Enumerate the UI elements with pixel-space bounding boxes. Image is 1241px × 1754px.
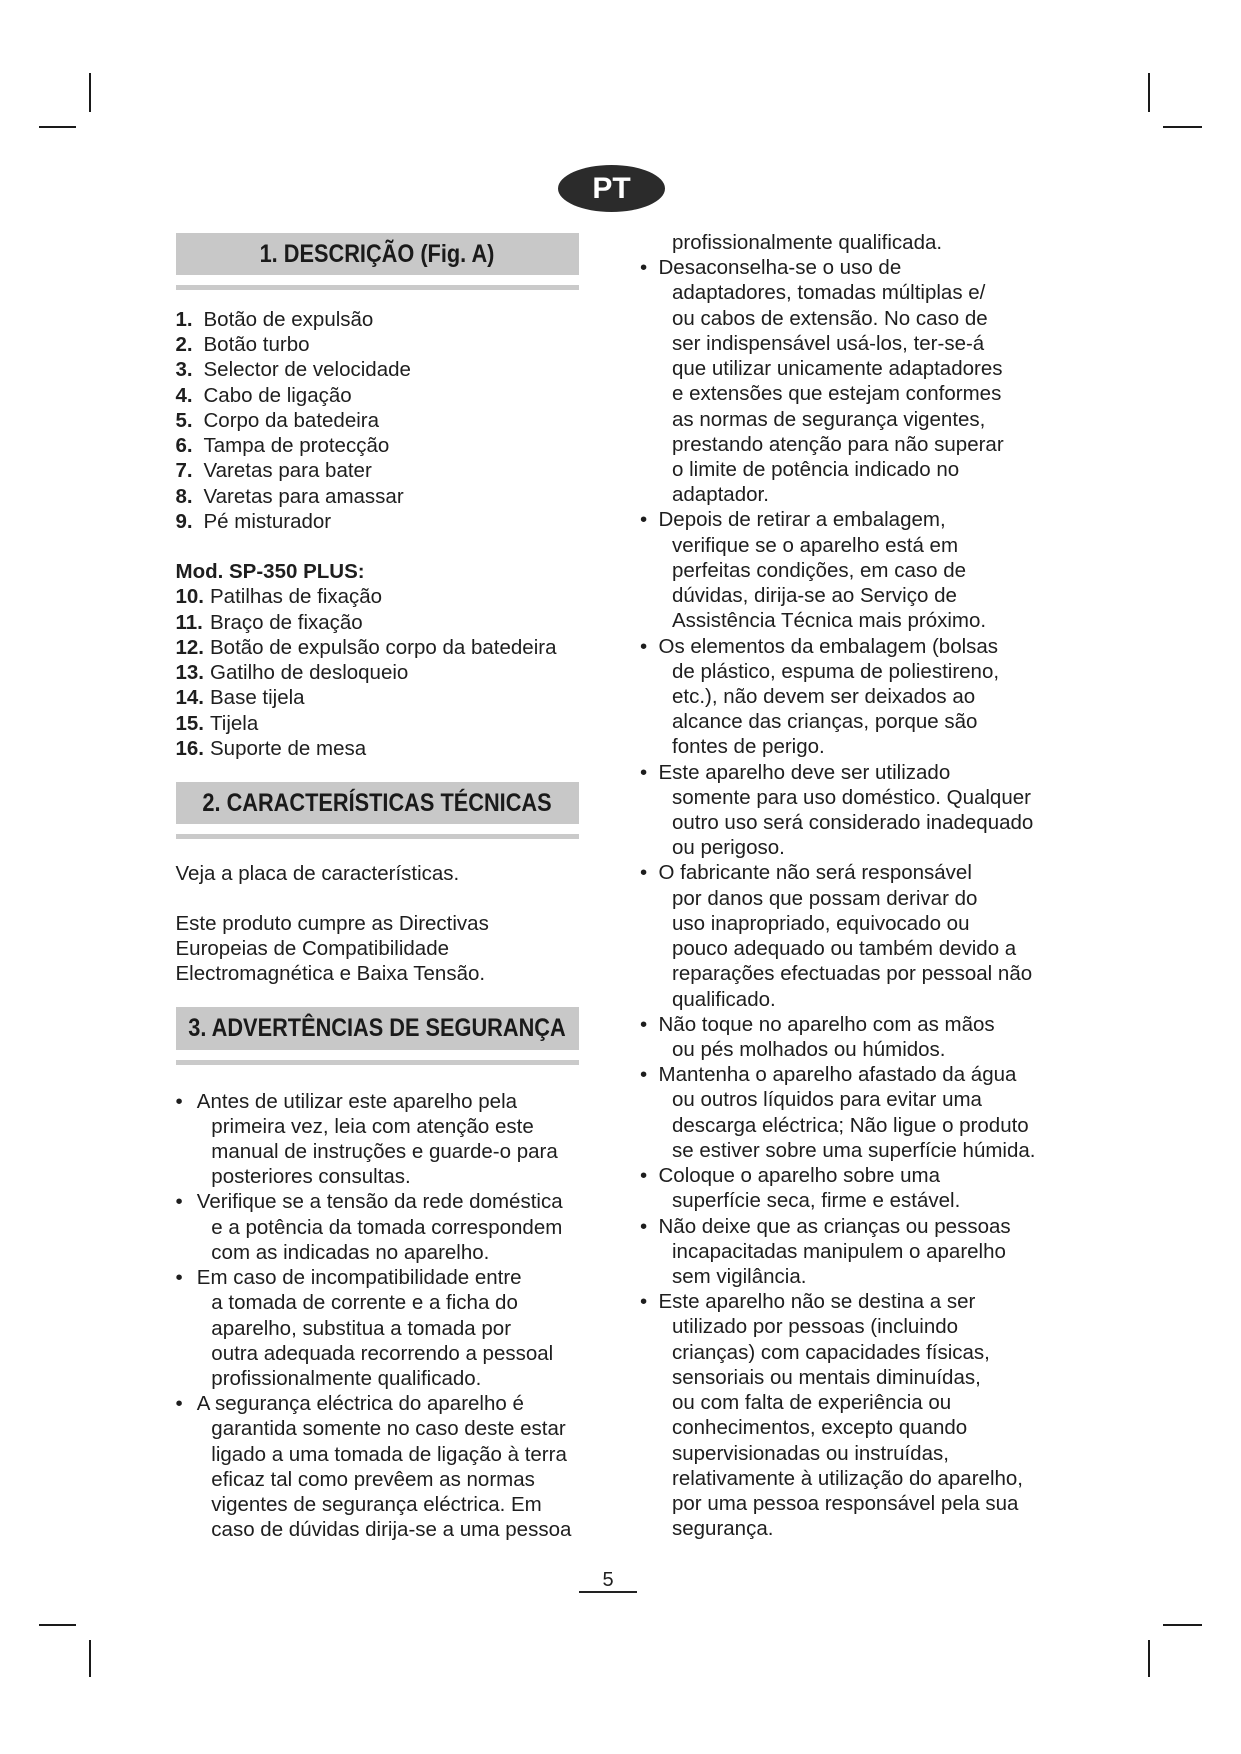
safety-warning bbox=[640, 1062, 1035, 1163]
warning-line: e a potência da tomada correspondem bbox=[211, 1215, 563, 1239]
part-name: Selector de velocidade bbox=[203, 358, 411, 382]
warning-line: Mantenha o aparelho afastado da água bbox=[658, 1063, 1017, 1087]
heading-underline-rule bbox=[176, 1060, 580, 1065]
warning-line: aparelho, substitua a tomada por bbox=[211, 1316, 512, 1340]
parts-list-item bbox=[176, 332, 557, 357]
part-name: Varetas para amassar bbox=[203, 484, 404, 508]
safety-warning bbox=[640, 507, 1035, 633]
warning-line: sem vigilância. bbox=[672, 1264, 807, 1288]
compliance-line: Europeias de Compatibilidade bbox=[175, 937, 450, 961]
warning-line: com as indicadas no aparelho. bbox=[211, 1240, 490, 1264]
compliance-line: Este produto cumpre as Directivas bbox=[175, 912, 489, 936]
part-name: Patilhas de fixação bbox=[210, 585, 383, 609]
warning-line: outro uso será considerado inadequado bbox=[672, 811, 1034, 835]
warning-line: se estiver sobre uma superfície húmida. bbox=[672, 1138, 1036, 1162]
warning-line: e extensões que estejam conformes bbox=[672, 382, 1002, 406]
crop-mark-bottom-right-horizontal bbox=[1163, 1624, 1202, 1626]
warning-line: ou com falta de experiência ou bbox=[672, 1391, 952, 1415]
warning-line: ou outros líquidos para evitar uma bbox=[672, 1088, 982, 1112]
part-number: 5. bbox=[175, 408, 193, 432]
part-number: 11. bbox=[175, 610, 203, 634]
warning-line: por uma pessoa responsável pela sua bbox=[672, 1491, 1019, 1515]
parts-list bbox=[176, 307, 557, 761]
part-name: Braço de fixação bbox=[210, 610, 363, 634]
crop-mark-top-left-vertical bbox=[89, 73, 91, 112]
heading-underline-rule bbox=[176, 834, 580, 839]
warning-line: qualificado. bbox=[672, 987, 776, 1011]
safety-warning bbox=[640, 255, 1035, 507]
safety-warning bbox=[176, 1089, 572, 1190]
warning-line: incapacitadas manipulem o aparelho bbox=[672, 1239, 1006, 1263]
warning-line: A segurança eléctrica do aparelho é bbox=[196, 1392, 524, 1416]
crop-mark-bottom-left-horizontal bbox=[39, 1624, 76, 1626]
bullet-marker bbox=[640, 1289, 647, 1314]
parts-list-item bbox=[176, 408, 557, 433]
warning-line: Em caso de incompatibilidade entre bbox=[196, 1266, 522, 1290]
bullet-marker bbox=[640, 1012, 647, 1037]
warning-line: Coloque o aparelho sobre uma bbox=[658, 1164, 940, 1188]
warning-line: reparações efectuadas por pessoal não bbox=[672, 962, 1033, 986]
parts-list-item bbox=[176, 484, 557, 509]
part-number: 2. bbox=[175, 333, 193, 357]
warning-line: crianças) com capacidades físicas, bbox=[672, 1340, 990, 1364]
part-number: 16. bbox=[175, 736, 204, 760]
bullet-marker bbox=[640, 255, 647, 280]
bullet-marker bbox=[640, 1163, 647, 1188]
crop-mark-bottom-left-vertical bbox=[89, 1640, 91, 1677]
warning-line: adaptadores, tomadas múltiplas e/ bbox=[672, 281, 986, 305]
warning-line: Não toque no aparelho com as mãos bbox=[658, 1012, 995, 1036]
warning-line: Depois de retirar a embalagem, bbox=[658, 508, 946, 532]
safety-warning bbox=[640, 1214, 1035, 1290]
section-heading-text: 1. DESCRIÇÃO (Fig. A) bbox=[259, 239, 495, 268]
part-name: Pé misturador bbox=[203, 509, 332, 533]
warning-line: ser indispensável usá-los, ter-se-á bbox=[672, 331, 985, 355]
warning-line: outra adequada recorrendo a pessoal bbox=[211, 1341, 554, 1365]
parts-list-item bbox=[176, 610, 557, 635]
warning-line: etc.), não devem ser deixados ao bbox=[672, 684, 976, 708]
blank-line bbox=[176, 534, 557, 559]
parts-list-item bbox=[176, 383, 557, 408]
warning-line: supervisionadas ou instruídas, bbox=[672, 1441, 949, 1465]
warning-line: posteriores consultas. bbox=[211, 1165, 411, 1189]
parts-list-item bbox=[176, 433, 557, 458]
warning-line: relativamente à utilização do aparelho, bbox=[672, 1466, 1023, 1490]
part-number: 10. bbox=[175, 585, 204, 609]
warning-line: Os elementos da embalagem (bolsas bbox=[658, 634, 999, 658]
compliance-statement bbox=[176, 911, 489, 987]
parts-list-item bbox=[176, 509, 557, 534]
part-number: 1. bbox=[175, 308, 193, 331]
crop-mark-bottom-right-vertical bbox=[1148, 1640, 1150, 1677]
parts-list-item bbox=[176, 458, 557, 483]
warning-line: que utilizar unicamente adaptadores bbox=[672, 357, 1003, 381]
warning-line: Verifique se a tensão da rede doméstica bbox=[196, 1190, 563, 1214]
part-number: 15. bbox=[175, 711, 204, 735]
parts-list-item bbox=[176, 685, 557, 710]
blank-line bbox=[176, 886, 489, 911]
technical-text bbox=[176, 861, 489, 987]
crop-mark-top-right-horizontal bbox=[1163, 126, 1202, 128]
language-badge bbox=[558, 165, 665, 212]
warning-line: Este aparelho deve ser utilizado bbox=[658, 760, 951, 784]
safety-warning bbox=[640, 1012, 1035, 1062]
warning-line: primeira vez, leia com atenção este bbox=[211, 1114, 534, 1138]
warning-line: as normas de segurança vigentes, bbox=[672, 407, 986, 431]
bullet-marker bbox=[640, 1062, 647, 1087]
part-name: Corpo da batedeira bbox=[203, 408, 380, 432]
warning-line: ligado a uma tomada de ligação à terra bbox=[211, 1442, 567, 1466]
page-number: 5 bbox=[579, 1569, 637, 1593]
compliance-line: Electromagnética e Baixa Tensão. bbox=[175, 962, 486, 986]
warning-line: Não deixe que as crianças ou pessoas bbox=[658, 1214, 1011, 1238]
part-name: Tampa de protecção bbox=[203, 434, 390, 458]
warning-line: garantida somente no caso deste estar bbox=[211, 1417, 566, 1441]
warning-line: ou cabos de extensão. No caso de bbox=[672, 306, 988, 330]
warning-line: manual de instruções e guarde-o para bbox=[211, 1140, 558, 1164]
warning-line: segurança. bbox=[672, 1517, 774, 1541]
bullet-marker bbox=[176, 1391, 183, 1416]
part-number: 3. bbox=[175, 358, 193, 382]
warning-line: ou pés molhados ou húmidos. bbox=[672, 1038, 946, 1061]
section-heading-text: 3. ADVERTÊNCIAS DE SEGURANÇA bbox=[188, 1014, 566, 1043]
safety-warning bbox=[640, 860, 1035, 1011]
warning-line: profissionalmente qualificado. bbox=[211, 1367, 482, 1390]
safety-warnings-left-column bbox=[176, 1089, 572, 1543]
safety-warning bbox=[176, 1391, 572, 1542]
part-name: Gatilho de desloqueio bbox=[210, 661, 409, 685]
warning-line: fontes de perigo. bbox=[672, 735, 825, 759]
warning-line: ou perigoso. bbox=[672, 836, 785, 860]
warning-line: conhecimentos, excepto quando bbox=[672, 1416, 968, 1440]
part-name: Cabo de ligação bbox=[203, 383, 352, 407]
warning-line: por danos que possam derivar do bbox=[672, 886, 978, 910]
bullet-marker bbox=[640, 634, 647, 659]
warning-line: Assistência Técnica mais próximo. bbox=[672, 609, 987, 633]
part-number: 7. bbox=[175, 459, 193, 483]
safety-warning bbox=[640, 1289, 1035, 1541]
part-name: Tijela bbox=[210, 711, 259, 735]
bullet-marker bbox=[176, 1265, 183, 1290]
part-name: Botão de expulsão corpo da batedeira bbox=[210, 635, 557, 659]
warning-line: alcance das crianças, porque são bbox=[672, 710, 978, 734]
language-badge-label: PT bbox=[592, 171, 631, 205]
bullet-marker bbox=[640, 860, 647, 885]
safety-warning bbox=[176, 1265, 572, 1391]
warning-line: adaptador. bbox=[672, 483, 769, 507]
bullet-marker bbox=[640, 507, 647, 532]
part-number: 8. bbox=[175, 484, 193, 508]
warning-line: pouco adequado ou também devido a bbox=[672, 937, 1017, 961]
safety-warnings-right-column bbox=[640, 230, 1035, 1541]
continued-warning-line: profissionalmente qualificada. bbox=[672, 231, 943, 254]
warning-line: prestando atenção para não superar bbox=[672, 432, 1004, 456]
warning-line: caso de dúvidas dirija-se a uma pessoa bbox=[211, 1518, 572, 1542]
part-number: 4. bbox=[175, 383, 193, 407]
part-number: 6. bbox=[175, 434, 193, 458]
warning-line: O fabricante não será responsável bbox=[658, 861, 972, 885]
safety-warning bbox=[640, 634, 1035, 760]
part-name: Botão turbo bbox=[203, 333, 310, 357]
warning-line: o limite de potência indicado no bbox=[672, 457, 960, 481]
warning-line: Antes de utilizar este aparelho pela bbox=[196, 1089, 518, 1113]
heading-underline-rule bbox=[176, 285, 580, 290]
section-heading-technical bbox=[176, 782, 580, 825]
safety-warning bbox=[176, 1189, 572, 1265]
safety-warning bbox=[640, 760, 1035, 861]
section-heading-text: 2. CARACTERÍSTICAS TÉCNICAS bbox=[202, 788, 552, 817]
warning-line: sensoriais ou mentais diminuídas, bbox=[672, 1365, 981, 1389]
warning-line: somente para uso doméstico. Qualquer bbox=[672, 785, 1031, 809]
warning-line: de plástico, espuma de poliestireno, bbox=[672, 659, 1000, 683]
crop-mark-top-right-vertical bbox=[1148, 73, 1150, 112]
warning-line: descarga eléctrica; Não ligue o produto bbox=[672, 1113, 1029, 1137]
warning-line: eficaz tal como prevêem as normas bbox=[211, 1467, 535, 1491]
warning-line: a tomada de corrente e a ficha do bbox=[211, 1291, 518, 1315]
parts-list-item bbox=[176, 736, 557, 761]
parts-list-item bbox=[176, 635, 557, 660]
part-number: 12. bbox=[175, 635, 204, 659]
parts-list-item bbox=[176, 584, 557, 609]
warning-line: Desaconselha-se o uso de bbox=[658, 256, 902, 280]
safety-warning bbox=[640, 1163, 1035, 1213]
parts-list-item bbox=[176, 660, 557, 685]
part-number: 13. bbox=[175, 661, 204, 685]
section-heading-safety bbox=[176, 1007, 580, 1050]
bullet-marker bbox=[640, 1214, 647, 1239]
warning-line: Este aparelho não se destina a ser bbox=[658, 1290, 976, 1314]
model-heading: Mod. SP-350 PLUS: bbox=[175, 560, 365, 584]
warning-line: verifique se o aparelho está em bbox=[672, 533, 959, 557]
bullet-marker bbox=[176, 1189, 183, 1214]
warning-line: uso inapropriado, equivocado ou bbox=[672, 911, 970, 935]
part-number: 14. bbox=[175, 686, 204, 710]
part-number: 9. bbox=[175, 509, 193, 533]
warning-line: vigentes de segurança eléctrica. Em bbox=[211, 1493, 542, 1517]
parts-list-item bbox=[176, 307, 557, 332]
parts-list-item bbox=[176, 711, 557, 736]
part-name: Botão de expulsão bbox=[203, 308, 374, 331]
bullet-marker bbox=[640, 760, 647, 785]
warning-line: utilizado por pessoas (incluindo bbox=[672, 1315, 959, 1339]
bullet-marker bbox=[176, 1089, 183, 1114]
part-name: Suporte de mesa bbox=[210, 736, 367, 760]
crop-mark-top-left-horizontal bbox=[39, 126, 76, 128]
warning-line: dúvidas, dirija-se ao Serviço de bbox=[672, 584, 957, 608]
warning-line: superfície seca, firme e estável. bbox=[672, 1189, 961, 1213]
parts-list-item bbox=[176, 357, 557, 382]
part-name: Varetas para bater bbox=[203, 459, 372, 483]
rating-plate-note: Veja a placa de características. bbox=[175, 861, 460, 885]
part-name: Base tijela bbox=[210, 686, 305, 710]
section-heading-description bbox=[176, 233, 580, 276]
warning-line: perfeitas condições, em caso de bbox=[672, 558, 966, 582]
